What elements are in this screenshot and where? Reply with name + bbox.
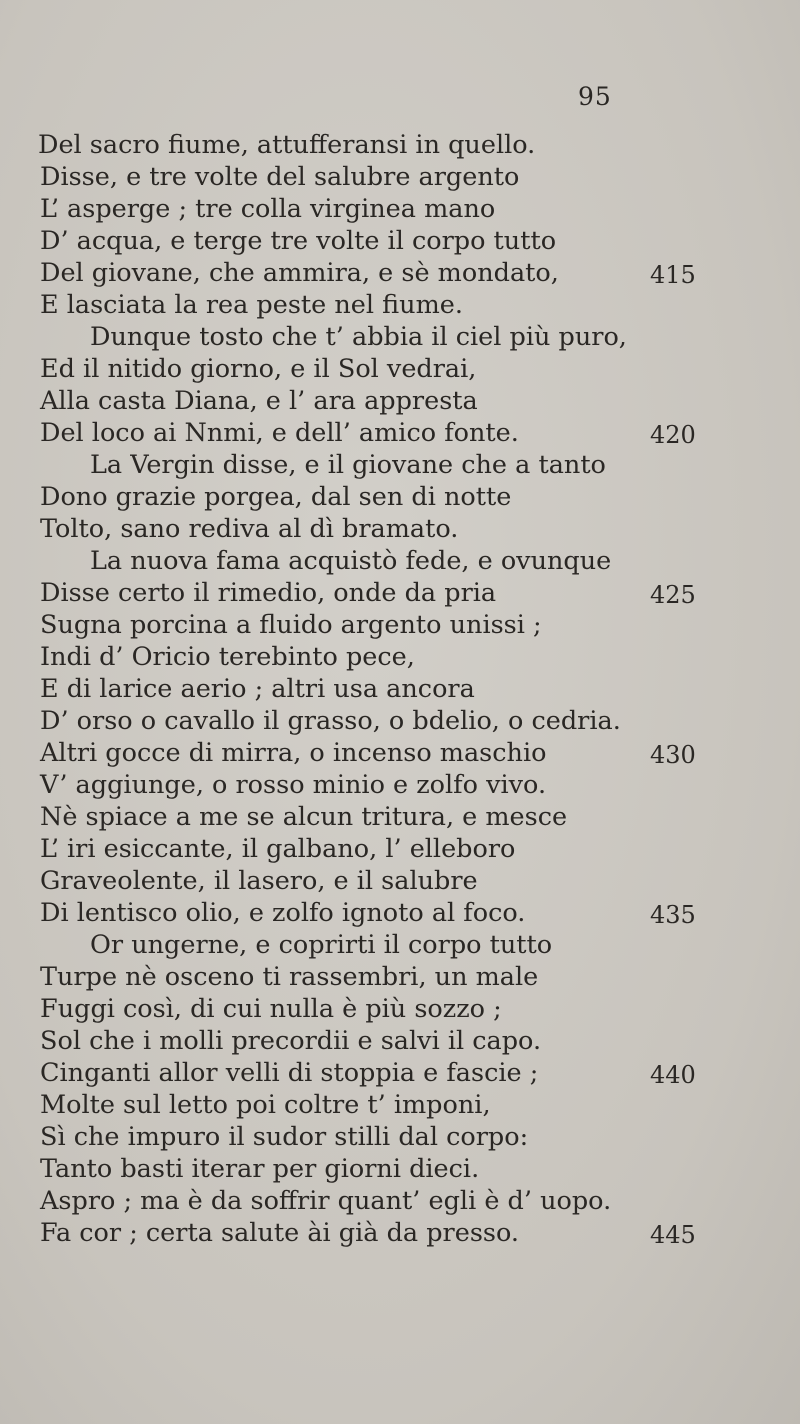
verse-line: L’ asperge ; tre colla virginea mano — [40, 194, 496, 224]
verse-line: E lasciata la rea peste nel fiume. — [40, 290, 463, 320]
line-number: 445 — [650, 1221, 696, 1249]
verse-line: Fuggi così, di cui nulla è più sozzo ; — [40, 994, 502, 1024]
verse-line: Cinganti allor velli di stoppia e fascie ; — [40, 1058, 539, 1088]
verse-line: Nè spiace a me se alcun tritura, e mesce — [40, 802, 568, 832]
verse-line: D’ acqua, e terge tre volte il corpo tutto — [40, 226, 557, 256]
verse-line: Del loco ai Nnmi, e dell’ amico fonte. — [40, 418, 519, 448]
verse-line: Del sacro fiume, attufferansi in quello. — [38, 130, 536, 160]
verse-line: Molte sul letto poi coltre t’ imponi, — [40, 1090, 491, 1120]
verse-line: V’ aggiunge, o rosso minio e zolfo vivo. — [40, 770, 547, 800]
verse-line: E di larice aerio ; altri usa ancora — [40, 674, 475, 704]
verse-line: Alla casta Diana, e l’ ara appresta — [40, 386, 478, 416]
page-number: 95 — [578, 82, 612, 111]
line-number: 430 — [650, 741, 696, 769]
verse-line: Altri gocce di mirra, o incenso maschio — [40, 738, 547, 768]
line-number: 440 — [650, 1061, 696, 1089]
verse-line: Disse, e tre volte del salubre argento — [40, 162, 520, 192]
verse-line: Tanto basti iterar per giorni dieci. — [40, 1154, 480, 1184]
verse-line: Di lentisco olio, e zolfo ignoto al foco. — [40, 898, 526, 928]
verse-line: Turpe nè osceno ti rassembri, un male — [40, 962, 539, 992]
line-number: 425 — [650, 581, 696, 609]
verse-line: Aspro ; ma è da soffrir quant’ egli è d’ uopo. — [40, 1186, 612, 1216]
line-number: 435 — [650, 901, 696, 929]
line-number: 420 — [650, 421, 696, 449]
verse-line: Sì che impuro il sudor stilli dal corpo: — [40, 1122, 529, 1152]
verse-line: Or ungerne, e coprirti il corpo tutto — [90, 930, 553, 960]
verse-line: Sol che i molli precordii e salvi il capo. — [40, 1026, 542, 1056]
verse-line: Del giovane, che ammira, e sè mondato, — [40, 258, 559, 288]
verse-line: Indi d’ Oricio terebinto pece, — [40, 642, 415, 672]
verse-line: La Vergin disse, e il giovane che a tanto — [90, 450, 606, 480]
verse-line: Dono grazie porgea, dal sen di notte — [40, 482, 512, 512]
verse-line: Disse certo il rimedio, onde da pria — [40, 578, 497, 608]
line-number: 415 — [650, 261, 696, 289]
verse-line: La nuova fama acquistò fede, e ovunque — [90, 546, 612, 576]
verse-line: D’ orso o cavallo il grasso, o bdelio, o cedria. — [40, 706, 621, 736]
verse-line: Dunque tosto che t’ abbia il ciel più puro, — [90, 322, 627, 352]
verse-line: Ed il nitido giorno, e il Sol vedrai, — [40, 354, 477, 384]
verse-line: Graveolente, il lasero, e il salubre — [40, 866, 478, 896]
verse-line: L’ iri esiccante, il galbano, l’ elleboro — [40, 834, 516, 864]
verse-line: Sugna porcina a fluido argento unissi ; — [40, 610, 542, 640]
verse-line: Fa cor ; certa salute ài già da presso. — [40, 1218, 519, 1248]
verse-line: Tolto, sano rediva al dì bramato. — [40, 514, 459, 544]
